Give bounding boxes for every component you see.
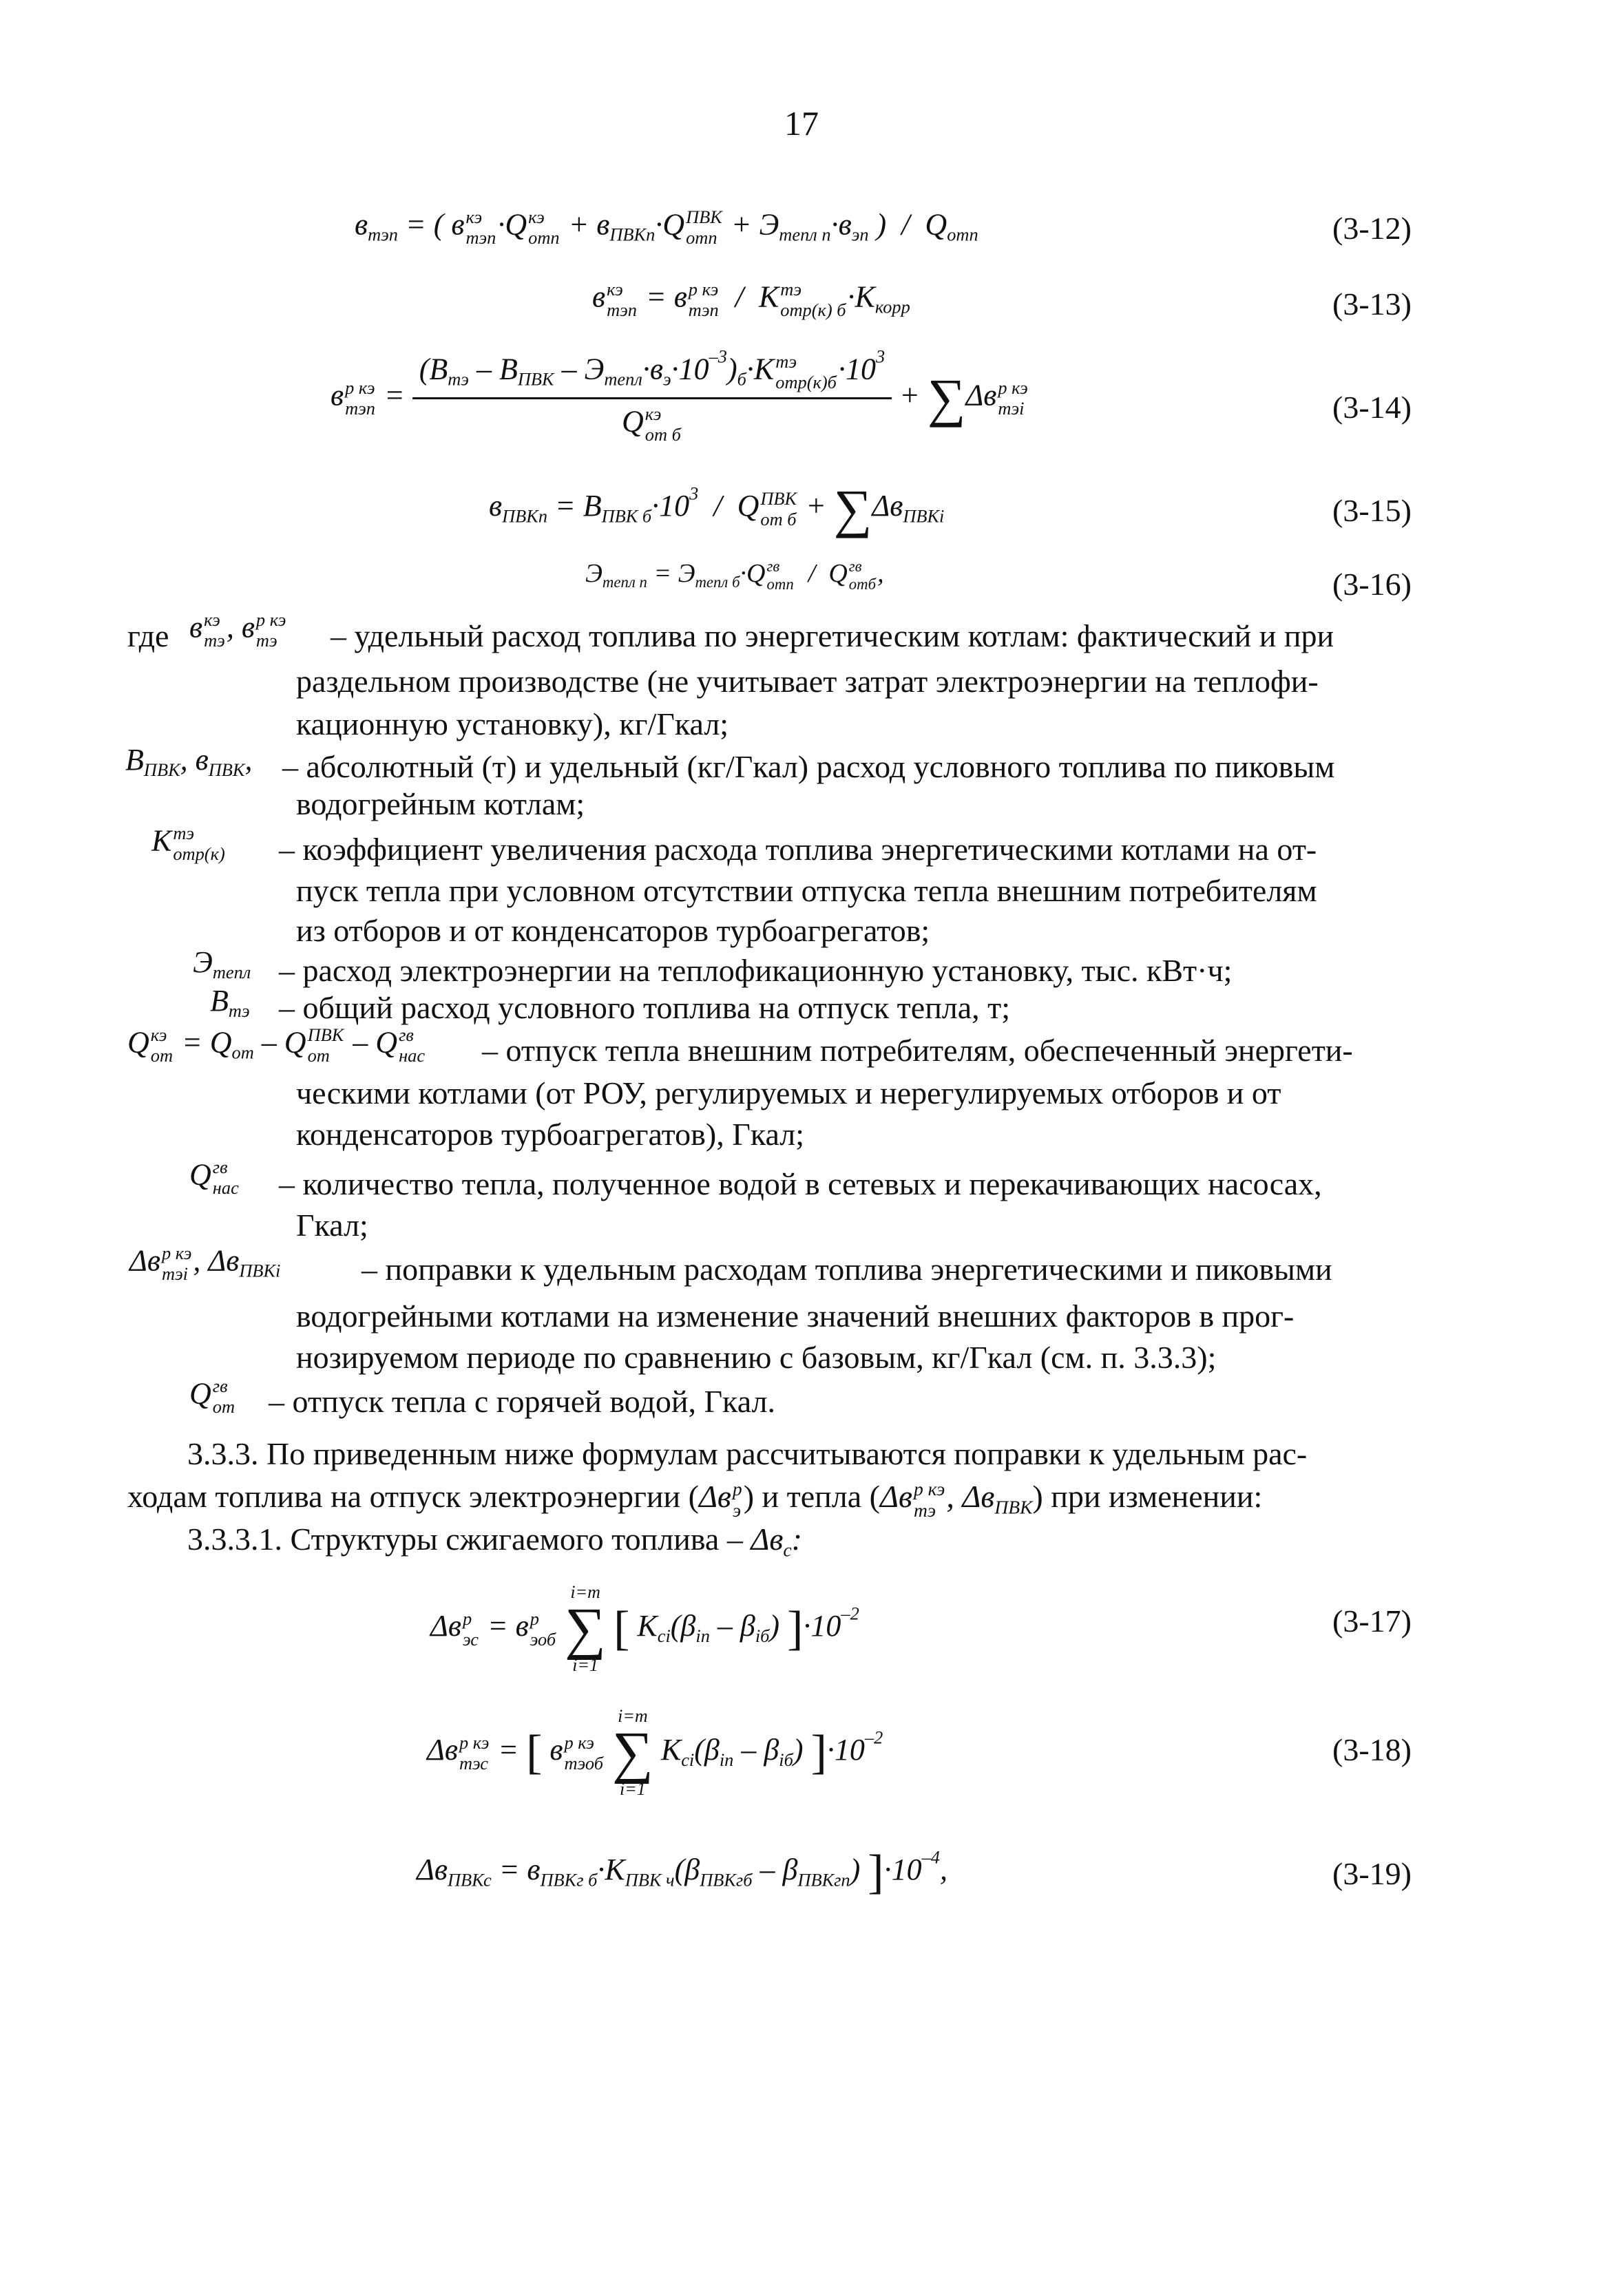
- definition-text: водогрейными котлами на изменение значений внешних факторов в прог-: [296, 1298, 1295, 1334]
- formula-3-14: в р кэ тэп = $(В_{тэ} - В_{ПВК} - Э_{тепл}\cdot в_э\cdot 10^{-3})_б\cdot K$ тэ отр(к)б $\cdot 10^3$ Q кэ от б + ∑Δв р кэ тэi: [331, 346, 1028, 445]
- definition-term: Q гв нас: [189, 1157, 239, 1199]
- sum-symbol: i=m ∑ i=1: [565, 1582, 607, 1675]
- definition-text: водогрейным котлам;: [296, 786, 585, 821]
- definition-term: Δв р кэ тэi , $\Delta в_{ПВКi}$: [129, 1243, 281, 1285]
- definition-text: – отпуск тепла с горячей водой, Гкал.: [269, 1384, 775, 1419]
- sum-symbol: i=m ∑ i=1: [611, 1706, 653, 1799]
- equation-number: (3-12): [1332, 211, 1412, 246]
- page-number: 17: [784, 104, 819, 143]
- section-3-3-3-1: 3.3.3.1. Структуры сжигаемого топлива – $\Delta в_с$:: [187, 1521, 802, 1561]
- text-fragment: ) при изменении:: [1032, 1479, 1263, 1514]
- text-fragment: ) и тепла (: [743, 1479, 880, 1514]
- definition-text: из отборов и от конденсаторов турбоагрегатов;: [296, 913, 930, 948]
- formula-3-18: Δв р кэ тэс = [ в р кэ тэоб i=m ∑ i=1 $K_{сi}(\beta_{iп} - \beta_{iб})$ ]$\cdot 10^{-2}$: [427, 1706, 883, 1799]
- equation-number: (3-19): [1332, 1856, 1412, 1891]
- text-fragment: 3.3.3.1. Структуры сжигаемого топлива –: [187, 1521, 743, 1557]
- equation-number: (3-15): [1332, 493, 1412, 528]
- equation-number: (3-17): [1332, 1603, 1412, 1639]
- formula-3-16: $Э_{тепл п} = Э_{тепл б}\cdot Q$ гв отп / Q гв отб ,: [585, 558, 884, 593]
- definition-term: в кэ тэ , в р кэ тэ: [189, 609, 286, 651]
- definition-term: K тэ отр(к): [151, 823, 225, 865]
- fraction: $(В_{тэ} - В_{ПВК} - Э_{тепл}\cdot в_э\cdot 10^{-3})_б\cdot K$ тэ отр(к)б $\cdot 10^3$ Q кэ от б: [412, 351, 892, 445]
- equation-number: (3-16): [1332, 567, 1412, 602]
- definition-term: Q кэ от = $Q_{от}$ – Q ПВК от – Q гв нас: [127, 1024, 426, 1066]
- equation-number: (3-18): [1332, 1732, 1412, 1767]
- definition-text: Гкал;: [296, 1208, 368, 1243]
- definition-text: ческими котлами (от РОУ, регулируемых и нерегулируемых отборов и от: [296, 1075, 1281, 1110]
- section-3-3-3-line2: ходам топлива на отпуск электроэнергии (Δв р э ) и тепла (Δв р кэ тэ , $\Delta в_{ПВК}$) при изменении:: [127, 1477, 1263, 1521]
- definition-text: – абсолютный (т) и удельный (кг/Гкал) расход условного топлива по пиковым: [282, 749, 1335, 784]
- definition-term: Q гв от: [189, 1376, 235, 1418]
- text-fragment: ходам топлива на отпуск электроэнергии (: [127, 1479, 699, 1514]
- formula-3-15: $в_{ПВКп} = В_{ПВК б}\cdot 10^3 / Q$ ПВК от б + $\sum\Delta в_{ПВКi}$: [489, 478, 945, 538]
- definition-text: – коэффициент увеличения расхода топлива энергетическими котлами на от-: [279, 832, 1317, 867]
- equation-number: (3-14): [1332, 390, 1412, 425]
- definition-term: $В_{тэ}$: [210, 984, 250, 1022]
- definition-text: пуск тепла при условном отсутствии отпуска тепла внешним потребителям: [296, 873, 1317, 908]
- definition-text: – удельный расход топлива по энергетическим котлам: фактический и при: [331, 618, 1334, 653]
- definition-text: – отпуск тепла внешним потребителям, обеспеченный энергети-: [482, 1033, 1353, 1068]
- definition-text: – расход электроэнергии на теплофикационную установку, тыс. кВт·ч;: [279, 953, 1233, 988]
- definition-term: $Э_{тепл}$: [193, 945, 251, 983]
- definition-term: $В_{ПВК}$, $в_{ПВК}$,: [125, 743, 253, 781]
- definition-text: раздельном производстве (не учитывает затрат электроэнергии на теплофи-: [296, 664, 1319, 699]
- definition-text: – поправки к удельным расходам топлива энергетическими и пиковыми: [362, 1252, 1332, 1287]
- definition-text: конденсаторов турбоагрегатов), Гкал;: [296, 1117, 805, 1152]
- definition-text: – общий расход условного топлива на отпуск тепла, т;: [279, 990, 1011, 1025]
- formula-3-13: в кэ тэп = в р кэ тэп / K тэ отр(к) б $\cdot K_{корр}$: [592, 279, 910, 321]
- equation-number: (3-13): [1332, 286, 1412, 322]
- definitions-intro: где: [127, 618, 169, 653]
- section-3-3-3-line1: 3.3.3. По приведенным ниже формулам рассчитываются поправки к удельным рас-: [187, 1436, 1308, 1471]
- formula-3-17: Δв р эс = в р эоб i=m ∑ i=1 [ $K_{сi}(\beta_{iп} - \beta_{iб})$ ]$\cdot 10^{-2}$: [430, 1582, 859, 1675]
- definition-text: кационную установку), кг/Гкал;: [296, 706, 729, 741]
- definition-text: – количество тепла, полученное водой в сетевых и перекачивающих насосах,: [279, 1166, 1322, 1201]
- formula-3-19: $\Delta в_{ПВКс} = в_{ПВКг б}\cdot K_{ПВК ч}(\beta_{ПВКгб} - \beta_{ПВКгп})$ ]$\cdot 10^{-4}$,: [417, 1846, 947, 1899]
- formula-3-12: $в_{тэп}$ = ( в кэ тэп ·Q кэ отп + $в_{ПВКп}\cdot Q$ ПВК отп + $Э_{тепл п}\cdot в_{эп}$ ) / $Q_{отп}$: [355, 207, 978, 249]
- definition-text: нозируемом периоде по сравнению с базовым, кг/Гкал (см. п. 3.3.3);: [296, 1340, 1217, 1375]
